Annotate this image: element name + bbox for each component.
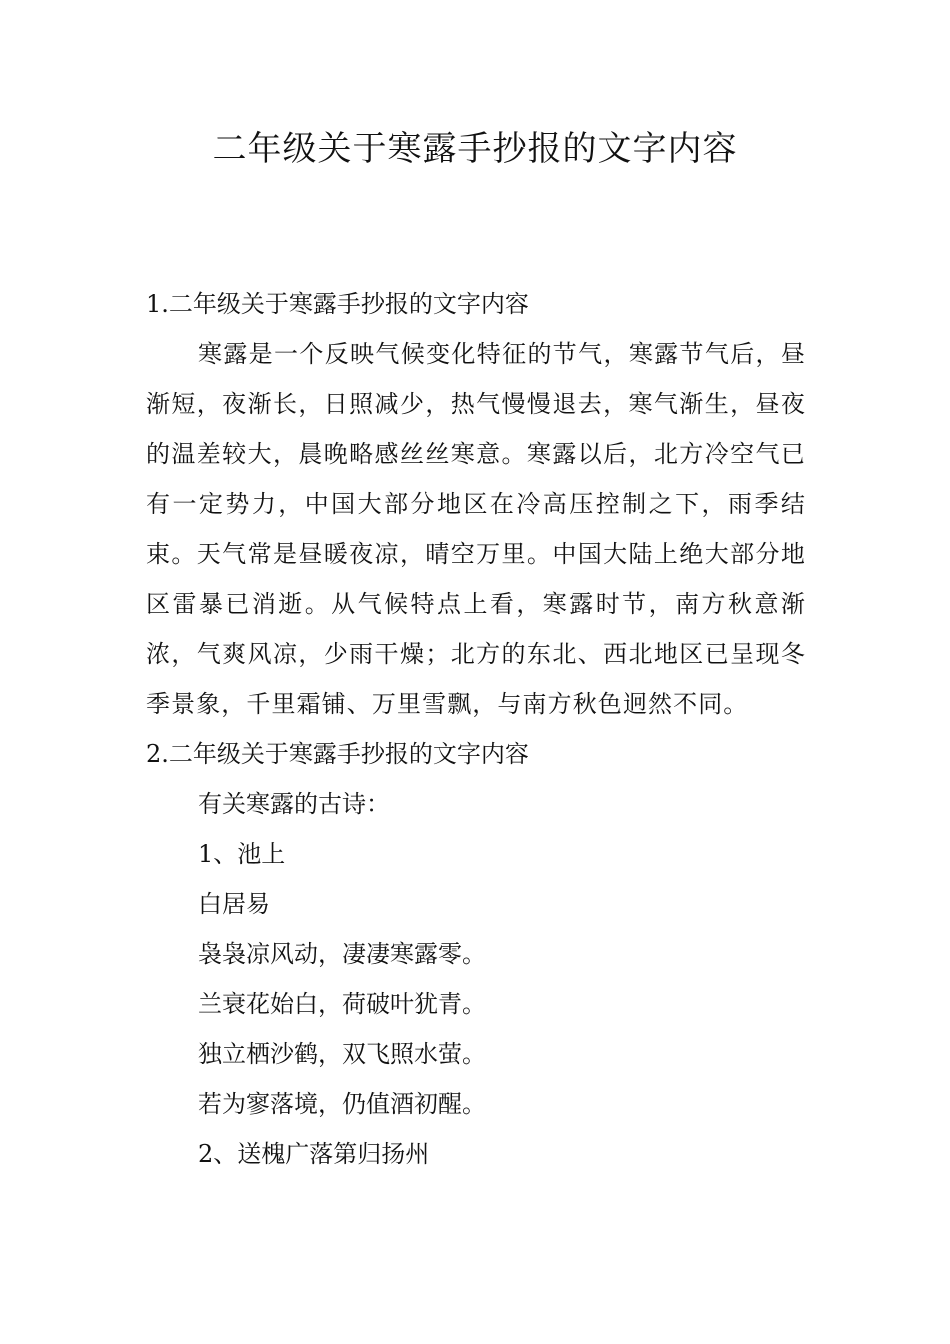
section-2-heading: 2.二年级关于寒露手抄报的文字内容 (146, 740, 529, 768)
poem-intro-line: 有关寒露的古诗： (198, 790, 390, 818)
poem-1-author: 白居易 (198, 890, 270, 918)
poem-2-title: 2、送槐广落第归扬州 (198, 1140, 430, 1168)
poem-1-line-3: 独立栖沙鹤，双飞照水萤。 (198, 1040, 486, 1068)
document-title: 二年级关于寒露手抄报的文字内容 (212, 129, 738, 169)
section-1-heading: 1.二年级关于寒露手抄报的文字内容 (146, 290, 529, 318)
document-body (146, 279, 806, 1179)
poem-1-line-4: 若为寥落境，仍值酒初醒。 (198, 1090, 486, 1118)
poem-1-title: 1、池上 (198, 840, 286, 868)
poem-1-line-2: 兰衰花始白，荷破叶犹青。 (198, 990, 486, 1018)
section-1-paragraph: 寒露是一个反映气候变化特征的节气，寒露节气后，昼渐短，夜渐长，日照减少，热气慢慢退去，寒气渐生，昼夜的温差较大，晨晚略感丝丝寒意。寒露以后，北方冷空气已有一定势力，中国大部分地区在冷高压控制之下，雨季结束。天气常是昼暖夜凉，晴空万里。中国大陆上绝大部分地区雷暴已消逝。从气候特点上看，寒露时节，南方秋意渐浓，气爽风凉，少雨干燥；北方的东北、西北地区已呈现冬季景象，千里霜铺、万里雪飘，与南方秋色迥然不同。 (146, 340, 806, 718)
poem-1-line-1: 袅袅凉风动，凄凄寒露零。 (198, 940, 486, 968)
